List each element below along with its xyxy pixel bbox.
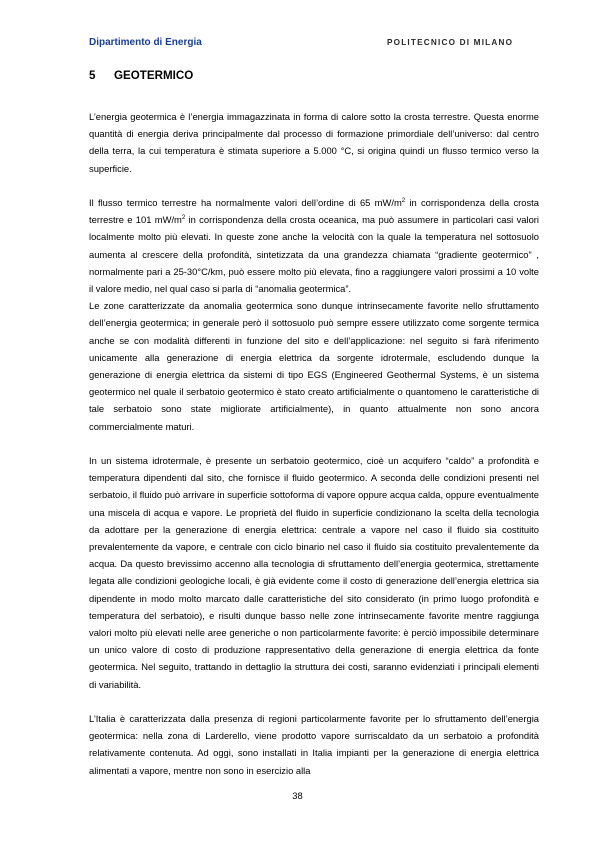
paragraph-hydrothermal: In un sistema idrotermale, è presente un serbatoio geotermico, cioè un acquifero “caldo” a profondità e temperatura dipendenti dal sito, che fornisce il fluido geotermico. A seconda delle condizioni presenti nel serbatoio, il fluido può arrivare in superficie sottoforma di vapore oppure acqua calda, oppure eventualmente una miscela di acqua e vapore. Le proprietà del fluido in superficie condizionano la scelta della tecnologia da adottare per la generazione di energia elettrica: centrale a vapore nel caso il fluido sia costituito prevalentemente da vapore, e centrale con ciclo binario nel caso il fluido sia costituito prevalentemente da acqua. Da questo brevissimo accenno alla tecnologia di sfruttamento dell’energia geotermica, strettamente legata alle condizioni geologiche locali, è già evidente come il costo di generazione dell’energia elettrica sia dipendente in modo molto marcato dalle caratteristiche del sito considerato (in primo luogo profondità e temperatura del serbatoio), e risulti dunque basso nelle zone intrinsecamente favorite mentre raggiunga valori molto più elevati nelle aree generiche o non particolarmente favorite: è perciò impossibile determinare un unico valore di costo di produzione rappresentativo della generazione di energia elettrica da fonte geotermica. Nel seguito, trattando in dettaglio la struttura dei costi, saranno evidenziati i principali elementi di variabilità. — [89, 455, 539, 690]
body-text — [89, 108, 539, 779]
heat-flow-text-a: Il flusso termico terrestre ha normalmente valori dell’ordine di 65 mW/m — [89, 197, 402, 208]
paragraph-anomaly-zones: Le zone caratterizzate da anomalia geotermica sono dunque intrinsecamente favorite nello sfruttamento dell’energia geotermica; in generale però il sottosuolo può sempre essere utilizzato come sorgente termica anche se con modalità differenti in funzione del sito e dell’applicazione: nel seguito si farà riferimento unicamente alla generazione di energia elettrica da sorgente idrotermale, escludendo dunque la generazione di energia elettrica da sistemi di tipo EGS (Engineered Geothermal Systems, è un sistema geotermico nel quale il serbatoio geotermico è stato creato artificialmente o quantomeno le caratteristiche di tale serbatoio sono state migliorate artificialmente), in quanto attualmente non sono ancora commercialmente maturi. — [89, 300, 539, 432]
superscript-2-b: 2 — [181, 215, 186, 222]
section-number: 5 — [89, 69, 96, 82]
section-heading — [89, 69, 193, 82]
header-university: POLITECNICO DI MILANO — [387, 38, 514, 47]
paragraph-italy: L’Italia è caratterizzata dalla presenza di regioni particolarmente favorite per lo sfruttamento dell’energia geotermica: nella zona di Larderello, viene prodotto vapore surriscaldato da un serbatoio a profondità relativamente contenuta. Ad oggi, sono installati in Italia impianti per la generazione di energia elettrica alimentati a vapore, mentre non sono in esercizio alla — [89, 713, 539, 776]
header-department: Dipartimento di Energia — [89, 37, 202, 48]
paragraph-heat-flow — [89, 194, 539, 297]
superscript-2-a: 2 — [401, 198, 406, 204]
paragraph-intro: L’energia geotermica è l’energia immagazzinata in forma di calore sotto la crosta terrestre. Questa enorme quantità di energia deriva principalmente dal processo di formazione primordiale dell’universo: dal centro della terra, la cui temperatura è stimata superiore a 5.000 °C, si origina quindi un flusso termico verso la superficie. — [89, 111, 539, 174]
heat-flow-text-c: in corrispondenza della crosta oceanica, ma può assumere in particolari casi valori localmente molto più elevati. In queste zone anche la velocità con la quale la temperatura nel sottosuolo aumenta al crescere della profondità, sintetizzata da una grandezza chiamata “gradiente geotermico” , normalmente pari a 25-30°C/km, può essere molto più elevata, fino a raggiungere valori prossimi a 10 volte il valore medio, nel qual caso si parla di “anomalia geotermica”. — [89, 214, 539, 295]
page-number: 38 — [292, 790, 303, 801]
section-title: GEOTERMICO — [114, 69, 194, 82]
heat-flow-text-b: in corrispondenza della crosta terrestre e 101 mW/m — [89, 197, 539, 226]
